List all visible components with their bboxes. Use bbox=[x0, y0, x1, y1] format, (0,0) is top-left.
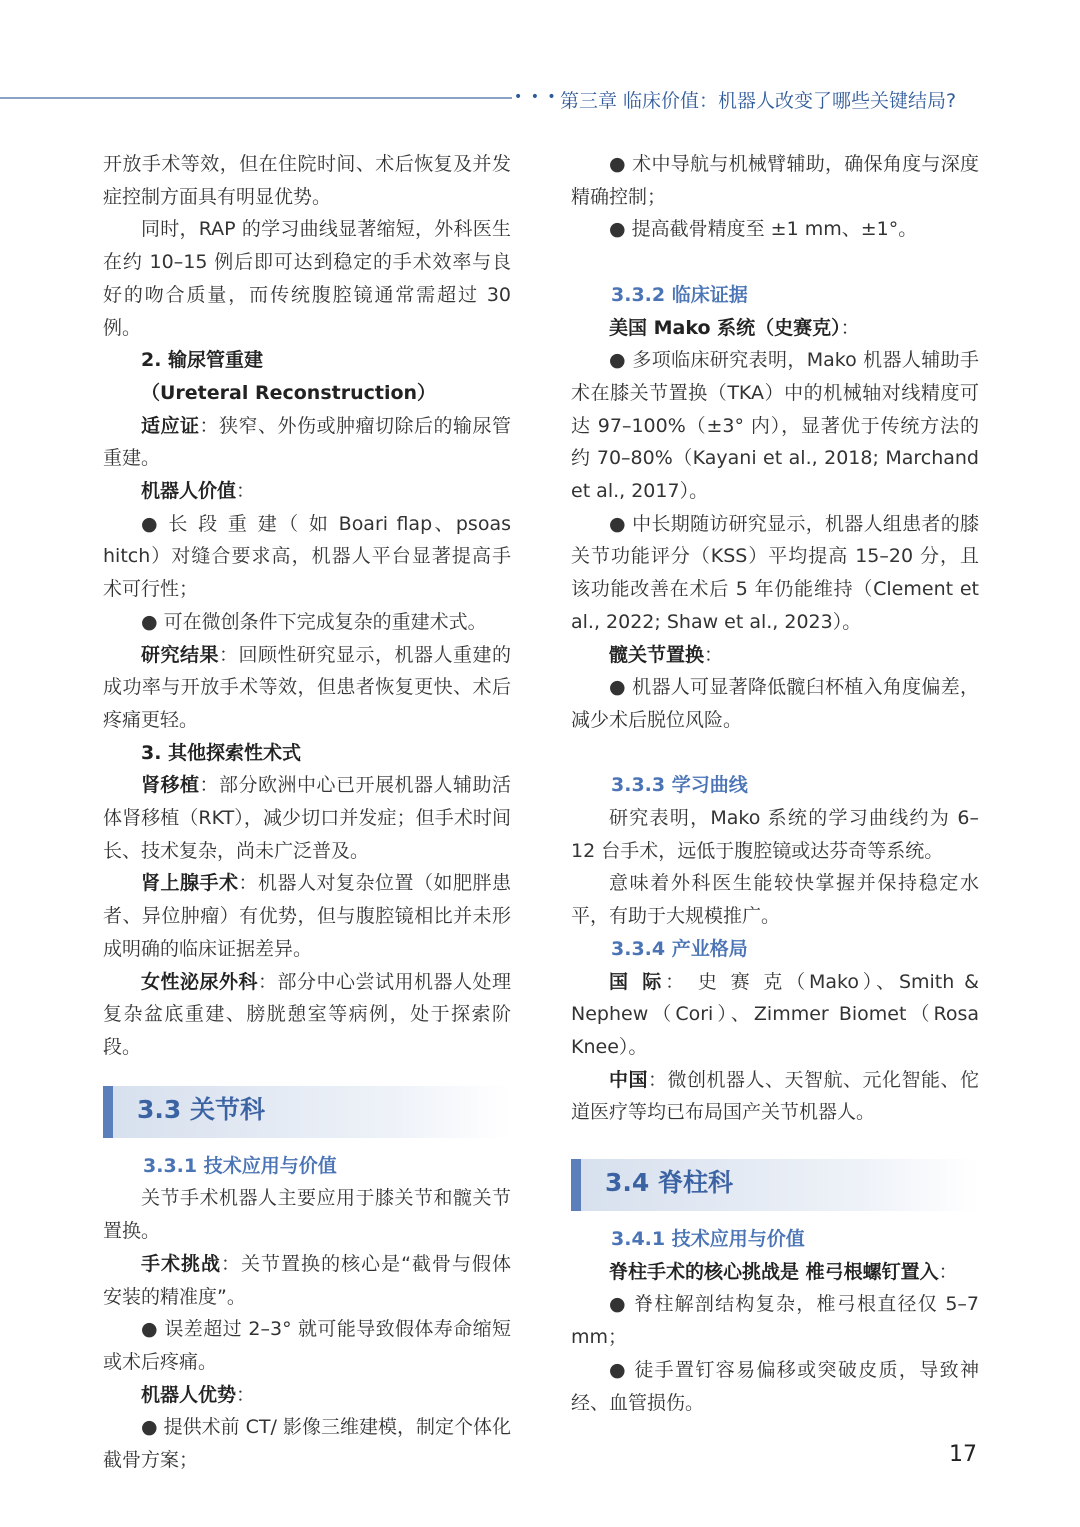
paragraph bbox=[571, 1064, 979, 1129]
paragraph bbox=[571, 966, 979, 1064]
text: ：狭窄、外伤或肿瘤切除后的输尿管重建。 bbox=[103, 414, 511, 470]
text: ： bbox=[938, 1260, 958, 1283]
subsection-title: 3.3.4 产业格局 bbox=[611, 937, 748, 960]
paragraph bbox=[103, 475, 511, 508]
spacer bbox=[571, 737, 979, 770]
paragraph bbox=[103, 966, 511, 1064]
subsection-title: 3.3.1 技术应用与价值 bbox=[143, 1154, 337, 1177]
label: 手术挑战 bbox=[141, 1252, 222, 1275]
label: 研究结果 bbox=[141, 643, 219, 666]
text: ：微创机器人、天智航、元化智能、佗道医疗等均已布局国产关节机器人。 bbox=[571, 1068, 979, 1124]
bullet-item: ● 可在微创条件下完成复杂的重建术式。 bbox=[141, 610, 487, 633]
subheading-other: 3. 其他探索性术式 bbox=[141, 741, 302, 764]
label: 适应证 bbox=[141, 414, 200, 437]
paragraph: 研究表明，Mako 系统的学习曲线约为 6–12 台手术，远低于腹腔镜或达芬奇等系统。 bbox=[571, 807, 979, 862]
paragraph bbox=[103, 867, 511, 965]
bullet-item: ● 中长期随访研究显示，机器人组患者的膝关节功能评分（KSS）平均提高 15–20 分，且该功能改善在术后 5 年仍能维持（Clement et al., 2022; Shaw et al., 2023）。 bbox=[571, 512, 979, 633]
paragraph bbox=[571, 312, 979, 345]
text: ： 史 赛 克（Mako）、Smith & Nephew（Cori）、Zimmer Biomet（Rosa Knee）。 bbox=[571, 970, 979, 1058]
paragraph: 开放手术等效，但在住院时间、术后恢复及并发症控制方面具有明显优势。 bbox=[103, 153, 511, 208]
section-heading-3-4 bbox=[571, 1159, 979, 1211]
text: ： bbox=[236, 480, 256, 503]
bullet-item: ● 机器人可显著降低髋臼杯植入角度偏差，减少术后脱位风险。 bbox=[571, 676, 979, 731]
text: ：关节置换的核心是“截骨与假体安装的精准度”。 bbox=[103, 1252, 511, 1308]
bullet-item: ● 术中导航与机械臂辅助，确保角度与深度精确控制； bbox=[571, 153, 979, 208]
text: ： bbox=[704, 643, 724, 666]
paragraph: 意味着外科医生能较快掌握并保持稳定水平，有助于大规模推广。 bbox=[571, 872, 979, 928]
label: 肾上腺手术 bbox=[141, 872, 239, 895]
label: 国 际 bbox=[609, 970, 666, 993]
bullet-item: ● 误差超过 2–3° 就可能导致假体寿命缩短或术后疼痛。 bbox=[103, 1318, 511, 1373]
bullet-item: ● 提高截骨精度至 ±1 mm、±1°。 bbox=[609, 218, 918, 241]
subheading-ureteral: 2. 输尿管重建 bbox=[141, 349, 264, 372]
label: 髋关节置换 bbox=[609, 643, 705, 666]
label: 机器人价值 bbox=[141, 480, 237, 503]
text: ： bbox=[236, 1383, 256, 1406]
header-rule bbox=[0, 97, 512, 99]
right-column bbox=[571, 148, 979, 1419]
bullet-item: ● 徒手置钉容易偏移或突破皮质，导致神经、血管损伤。 bbox=[571, 1358, 979, 1414]
paragraph bbox=[103, 639, 511, 737]
label: 肾移植 bbox=[141, 774, 200, 797]
label: 美国 Mako 系统（史赛克） bbox=[609, 316, 841, 339]
subsection-title: 3.4.1 技术应用与价值 bbox=[611, 1228, 805, 1251]
label: 机器人优势 bbox=[141, 1383, 237, 1406]
paragraph: 同时，RAP 的学习曲线显著缩短，外科医生在约 10–15 例后即可达到稳定的手术效率与良好的吻合质量，而传统腹腔镜通常需超过 30 例。 bbox=[103, 218, 511, 339]
paragraph bbox=[103, 1248, 511, 1313]
bullet-item: ● 长 段 重 建（ 如 Boari flap、psoas hitch）对缝合要求高，机器人平台显著提高手术可行性； bbox=[103, 512, 511, 601]
paragraph bbox=[103, 410, 511, 475]
section-title: 3.3 关节科 bbox=[137, 1094, 265, 1124]
section-title: 3.4 脊柱科 bbox=[605, 1168, 733, 1198]
text: ：部分欧洲中心已开展机器人辅助活体肾移植（RKT），减少切口并发症；但手术时间长、技术复杂，尚未广泛普及。 bbox=[103, 774, 511, 862]
header-dots: • • • bbox=[514, 89, 558, 105]
paragraph bbox=[571, 639, 979, 672]
paragraph bbox=[103, 769, 511, 867]
bullet-item: ● 多项临床研究表明，Mako 机器人辅助手术在膝关节置换（TKA）中的机械轴对线精度可达 97–100%（±3° 内），显著优于传统方法的约 70–80%（Kayani et al., 2018; Marchand et al., 2017）。 bbox=[571, 349, 979, 503]
spacer bbox=[571, 246, 979, 279]
text: ：机器人对复杂位置（如肥胖患者、异位肿瘤）有优势，但与腹腔镜相比并未形成明确的临床证据差异。 bbox=[103, 872, 511, 960]
paragraph bbox=[571, 1256, 979, 1289]
page-number: 17 bbox=[949, 1442, 977, 1467]
paragraph bbox=[103, 1379, 511, 1412]
label: 女性泌尿外科 bbox=[141, 970, 258, 993]
text: ：回顾性研究显示，机器人重建的成功率与开放手术等效，但患者恢复更快、术后疼痛更轻。 bbox=[103, 643, 511, 731]
paragraph: 关节手术机器人主要应用于膝关节和髋关节置换。 bbox=[103, 1187, 511, 1243]
text: ： bbox=[840, 316, 860, 339]
chapter-title: 第三章 临床价值：机器人改变了哪些关键结局? bbox=[560, 90, 957, 112]
subsection-title: 3.3.3 学习曲线 bbox=[611, 774, 748, 797]
subheading-ureteral-en: （Ureteral Reconstruction） bbox=[141, 381, 437, 404]
bullet-item: ● 脊柱解剖结构复杂，椎弓根直径仅 5–7 mm； bbox=[571, 1293, 979, 1349]
section-heading-3-3 bbox=[103, 1086, 511, 1138]
left-column bbox=[103, 148, 511, 1477]
label: 中国 bbox=[609, 1068, 648, 1091]
text: ：部分中心尝试用机器人处理复杂盆底重建、膀胱憩室等病例，处于探索阶段。 bbox=[103, 970, 511, 1058]
subsection-title: 3.3.2 临床证据 bbox=[611, 283, 748, 306]
bullet-item: ● 提供术前 CT/ 影像三维建模，制定个体化截骨方案； bbox=[103, 1416, 511, 1472]
label: 脊柱手术的核心挑战是 椎弓根螺钉置入 bbox=[609, 1260, 939, 1283]
